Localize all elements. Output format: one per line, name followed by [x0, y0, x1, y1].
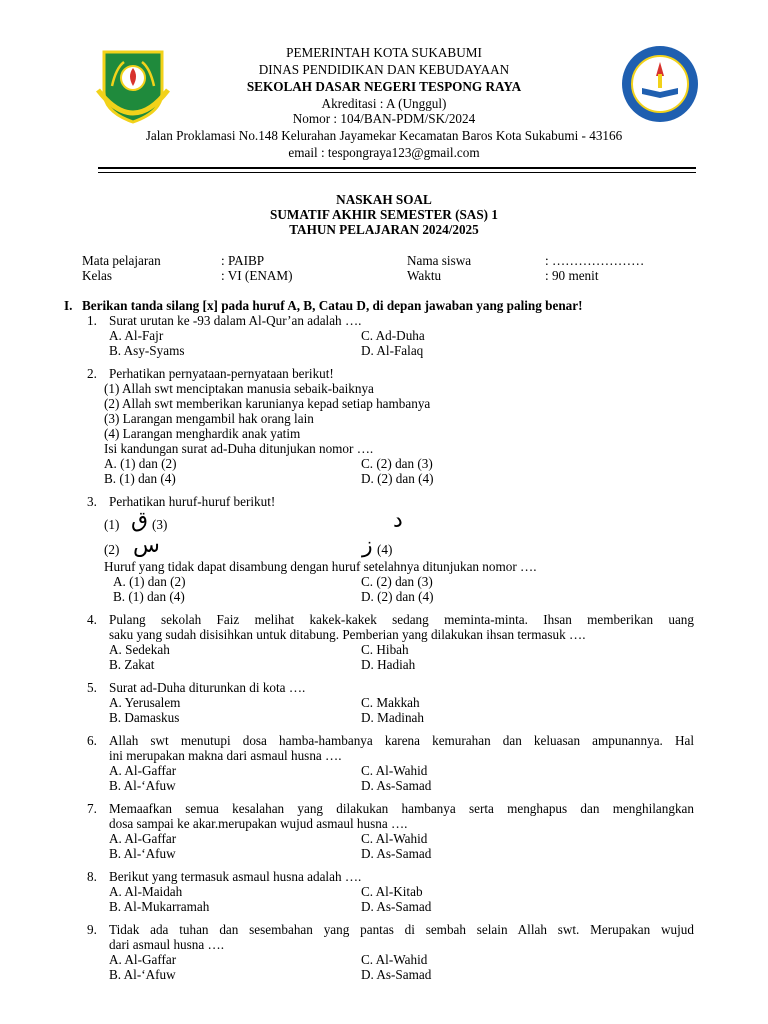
option-d: D. Madinah — [361, 710, 424, 725]
question-ask: Isi kandungan surat ad-Duha ditunjukan nomor …. — [104, 441, 374, 456]
question-number: 6. — [87, 733, 97, 748]
option-c: C. Ad-Duha — [361, 328, 425, 343]
option-d: D. As-Samad — [361, 778, 432, 793]
header-divider-thick — [98, 167, 696, 169]
option-d: D. As-Samad — [361, 899, 432, 914]
option-a: A. Yerusalem — [109, 695, 181, 710]
question-text-line1: Pulang sekolah Faiz melihat kakek-kakek sedang meminta-minta. Ihsan memberikan uang — [109, 612, 694, 627]
header-number: Nomor : 104/BAN-PDM/SK/2024 — [292, 111, 476, 126]
option-a: A. Sedekah — [109, 642, 170, 657]
question-text: Surat urutan ke -93 dalam Al-Qur’an adalah …. — [109, 313, 362, 328]
header-address: Jalan Proklamasi No.148 Kelurahan Jayamekar Kecamatan Baros Kota Sukabumi - 43166 — [145, 128, 623, 143]
option-a: A. Al-Gaffar — [109, 952, 177, 967]
option-b: B. Asy-Syams — [109, 343, 185, 358]
class-label: Kelas — [82, 268, 113, 283]
class-value: : VI (ENAM) — [221, 268, 293, 283]
option-b: B. Zakat — [109, 657, 155, 672]
option-c: C. (2) dan (3) — [361, 574, 433, 589]
question-text: Berikut yang termasuk asmaul husna adalah …. — [109, 869, 362, 884]
question-text-line1: Allah swt menutupi dosa hamba-hambanya karena kemurahan dan keluasan ampunannya. Hal — [109, 733, 694, 748]
arabic-letter-dal: د — [393, 508, 403, 533]
question-text: Perhatikan huruf-huruf berikut! — [109, 494, 276, 509]
option-d: D. (2) dan (4) — [361, 589, 434, 604]
option-d: D. Hadiah — [361, 657, 416, 672]
statement-3: (3) Larangan mengambil hak orang lain — [104, 411, 314, 426]
section-number: I. — [64, 298, 73, 313]
header-divider-thin — [98, 172, 696, 173]
option-a: A. Al-Fajr — [109, 328, 164, 343]
option-a: A. Al-Gaffar — [109, 831, 177, 846]
section-instruction: Berikan tanda silang [x] pada huruf A, B, Catau D, di depan jawaban yang paling benar! — [82, 298, 583, 313]
item-label-1: (1) — [104, 517, 120, 532]
student-name-label: Nama siswa — [407, 253, 472, 268]
option-d: D. Al-Falaq — [361, 343, 424, 358]
option-b: B. (1) dan (4) — [104, 471, 176, 486]
doc-subtitle: SUMATIF AKHIR SEMESTER (SAS) 1 — [270, 207, 498, 222]
question-number: 1. — [87, 313, 97, 328]
option-c: C. Makkah — [361, 695, 420, 710]
question-number: 9. — [87, 922, 97, 937]
option-c: C. Hibah — [361, 642, 409, 657]
option-c: C. Al-Wahid — [361, 763, 428, 778]
question-text-line2: dosa sampai ke akar.merupakan wujud asmaul husna …. — [109, 816, 408, 831]
doc-title: NASKAH SOAL — [336, 192, 432, 207]
statement-2: (2) Allah swt memberikan karunianya kepad setiap hambanya — [104, 396, 431, 411]
question-text-line1: Memaafkan semua kesalahan yang dilakukan hambanya serta menghapus dan menghilangkan — [109, 801, 694, 816]
question-text-line2: saku yang sudah disisihkan untuk ditabung. Pemberian yang dilakukan ihsan termasuk …. — [109, 627, 586, 642]
option-a: A. Al-Gaffar — [109, 763, 177, 778]
question-number: 5. — [87, 680, 97, 695]
subject-value: : PAIBP — [221, 253, 265, 268]
option-b: B. Damaskus — [109, 710, 180, 725]
option-b: B. Al-‘Afuw — [109, 846, 176, 861]
subject-label: Mata pelajaran — [82, 253, 161, 268]
option-c: C. Al-Wahid — [361, 831, 428, 846]
arabic-letter-qaf: ق — [131, 508, 149, 533]
arabic-letter-zai: ز — [362, 533, 373, 558]
question-text-line2: ini merupakan makna dari asmaul husna …. — [109, 748, 342, 763]
question-text-line2: dari asmaul husna …. — [109, 937, 224, 952]
option-b: B. Al-‘Afuw — [109, 778, 176, 793]
question-number: 8. — [87, 869, 97, 884]
question-number: 4. — [87, 612, 97, 627]
header-government: PEMERINTAH KOTA SUKABUMI — [286, 45, 482, 60]
question-number: 3. — [87, 494, 97, 509]
header-department: DINAS PENDIDIKAN DAN KEBUDAYAAN — [258, 62, 510, 77]
statement-4: (4) Larangan menghardik anak yatim — [104, 426, 301, 441]
option-c: C. (2) dan (3) — [361, 456, 433, 471]
header-school-name: SEKOLAH DASAR NEGERI TESPONG RAYA — [246, 79, 522, 94]
header-accreditation: Akreditasi : A (Unggul) — [321, 96, 447, 111]
option-d: D. As-Samad — [361, 846, 432, 861]
option-d: D. (2) dan (4) — [361, 471, 434, 486]
option-d: D. As-Samad — [361, 967, 432, 982]
question-number: 2. — [87, 366, 97, 381]
student-name-value: : ………………… — [545, 253, 645, 268]
question-ask: Huruf yang tidak dapat disambung dengan huruf setelahnya ditunjukan nomor …. — [104, 559, 537, 574]
item-label-4: (4) — [377, 542, 393, 557]
option-a: A. (1) dan (2) — [104, 456, 177, 471]
option-c: C. Al-Wahid — [361, 952, 428, 967]
item-label-3: (3) — [152, 517, 168, 532]
item-label-2: (2) — [104, 542, 120, 557]
question-text: Surat ad-Duha diturunkan di kota …. — [109, 680, 306, 695]
option-c: C. Al-Kitab — [361, 884, 423, 899]
option-a: A. (1) dan (2) — [113, 574, 186, 589]
option-b: B. Al-Mukarramah — [109, 899, 210, 914]
option-a: A. Al-Maidah — [109, 884, 183, 899]
doc-year: TAHUN PELAJARAN 2024/2025 — [289, 222, 479, 237]
option-b: B. Al-‘Afuw — [109, 967, 176, 982]
question-number: 7. — [87, 801, 97, 816]
time-value: : 90 menit — [545, 268, 599, 283]
question-text: Perhatikan pernyataan-pernyataan berikut! — [109, 366, 334, 381]
time-label: Waktu — [407, 268, 442, 283]
header-email: email : tespongraya123@gmail.com — [288, 145, 480, 160]
statement-1: (1) Allah swt menciptakan manusia sebaik-baiknya — [104, 381, 374, 396]
question-text-line1: Tidak ada tuhan dan sesembahan yang pantas di sembah selain Allah swt. Merupakan wujud — [109, 922, 694, 937]
option-b: B. (1) dan (4) — [113, 589, 185, 604]
arabic-letter-sin: س — [133, 533, 160, 558]
